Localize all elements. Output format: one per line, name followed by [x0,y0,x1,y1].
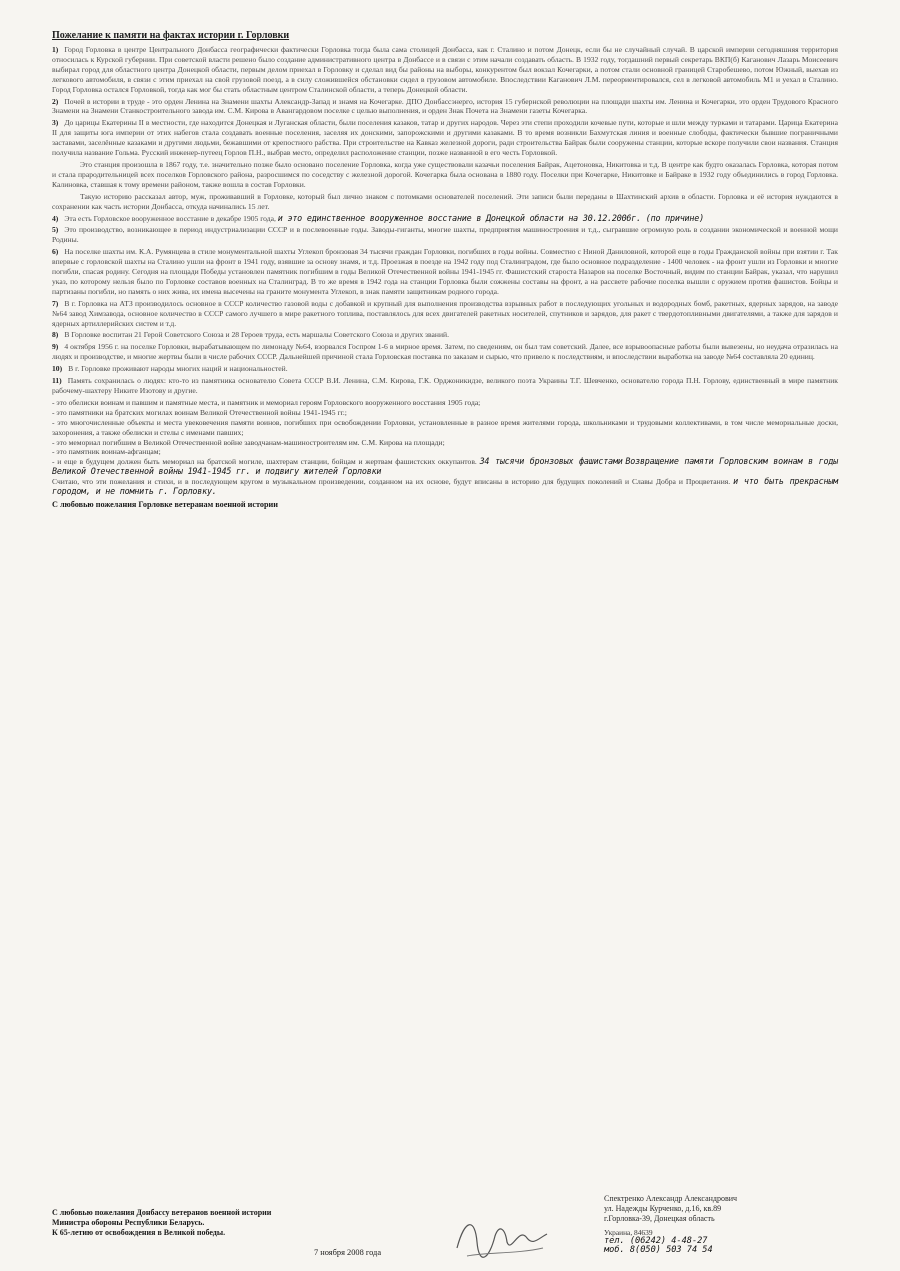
list-item: 11) Память сохранилась о людях: кто-то из памятника основателю Совета СССР В.И. Ленина, С.М. Кирова, Г.К. Орджоникидзе, великого поэта Украины Т.Г. Шевченко, основателю города П.Н. Горлову, единственный в мире памятник рабочему-шахтеру Никите Изотову и другие. [52,376,838,395]
list-item: - это памятник воинам-афганцам; [52,447,161,457]
list-item: - и еще в будущем должен быть мемориал на братской могиле, шахтерам станции, бойцам и жертвам фашистских оккупантов. 34 тысячи бронзовых фашистами Возвращение памяти Горловским воинам в годы Великой Отечественной войны 1941-1945 гг. и подвигу жителей Горловки [52,456,838,477]
list-item: 8) В Горловке воспитан 21 Герой Советского Союза и 28 Героев труда, есть маршалы Советского Союза и других званий. [52,330,449,340]
list-item: Это станция произошла в 1867 году, т.е. значительно позже было основано поселение Горловка, когда уже существовали казачьи поселения Байрак, Ацетоновка, Никитовка и т.д. В центре как будто оказалась Горловка, которая потом и стала прародительницей всех поселков Горловского района, разросшимся по соседству с железной дорогой. Кочегарка была основана в 1880 году. Поселки при Кочегарке, Никитовке и Байраке в 1932 году объединились в город Горловка. Калиновка, ставшая к тому времени районом, также вошла в состав Горловки. [52,159,838,189]
handwritten-note: и что быть прекрасным городом, и не помнить г. Горловку. [52,476,838,497]
phone-handwritten: моб. 8(050) 503 74 54 [604,1245,713,1255]
points-list [52,45,838,396]
handwritten-note: Возвращение памяти Горловским воинам в годы Великой Отечественной войны 1941-1945 гг. и подвигу жителей Горловки [52,456,838,477]
document-title: Пожелание к памяти на фактах истории г. Горловки [52,30,290,41]
list-item: 4) Эта есть Горловское вооруженное восстание в декабре 1905 года, и это единственное вооруженное восстание в Донецкой области на 30.12.2006г. (по причине) [52,212,704,223]
list-item: Такую историю рассказал автор, муж, проживавший в Горловке, который был лично знаком с потомками основателей поселений. Эти записи были переданы в Шахтинский архив в области. Горловка и её история нуждаются в сохранении как часть истории Донбасса, откуда начинались 15 лет. [52,191,838,211]
footer-line: С любовью пожелания Донбассу ветеранов военной истории [52,1208,272,1217]
list-item: 7) В г. Горловка на АТЗ производилось основное в СССР количество газовой воды с добавкой и крупный для выполнения производства взрывных работ в последующих угольных и водородных бомб, ракетных, ядерных зарядов, на заводе №64 завод Химзавода, основное количество в СССР самого лучшего в мире ракетного топлива, поставлялось для всех двигателей ракетных носителей, спутников и зарядов, для ракет с твердотопливными двигателями, а также для зарядов и ядерных артиллерийских систем и т.д. [52,298,838,328]
document-footer [52,1194,838,1266]
author-block [604,1194,834,1255]
list-item: 1) Город Горловка в центре Центрального Донбасса географически фактически Горловка тогда была сама столицей Донбасса, как г. Сталино и потом Донецк, если бы не случайный случай. В царской империи сегодняшняя территория относилась к Курской губернии. При советской власти решено было создание административного центра в Донбассе и в связи с этим начали создавать область. В 1932 году, тогдашний первый секретарь ВКП(б) Каганович Лазарь Моисеевич выбирал город для областного центра Донецкой области, первым делом приехал в Горловку и сделал вид бы районы на выборы, конкурентом был вокзал Кочегарки, а потом стали основной границей Старобешево, потом Южный, выехав из легкового автомобиля, в связи с этим приехал на свой грузовой поезд, а в силу сложившейся обстановки сидел в грузовом автомобиле. Впоследствии Каганович Л.М. переориентировался, сел в легковой автомобиль М1 и уехал в Сталино. Город Горловка остался Горловкой, тогда как мог бы стать областным центром Сталинской области, а теперь Донецкой области. [52,45,838,94]
footer-line: К 65-летию от освобождения в Великой победы. [52,1228,226,1237]
list-item: 3) До царицы Екатерины II в местности, где находится Донецкая и Луганская области, были поселения казаков, татар и других народов. Через эти степи проходили кочевые пути, которые и шли между турками и татарами. Царица Екатерина II для защиты юга империи от этих набегов стала создавать военные поселения, заселяя их донскими, запорожскими и другими казаками. В то время возникли Бахмутская линия и военные слободы, фактически бывшие пограничными заставами, заселённые казаками и другими людьми, бежавшими от крепостного рабства. При строительстве на Кавказ железной дороги, ради строительства Байрак были сооружены станции, которые вскоре получили свои названия. Станция получила название Гольма. Русский инженер-путеец Горлов П.Н., выбрав место, определил расположение станции, позже названной в его честь Горловкой. [52,118,838,158]
list-item: 10) В г. Горловке проживают народы многих наций и национальностей. [52,364,288,374]
closing-paragraph: Считаю, что эти пожелания и стихи, и в последующем кругом в музыкальном произведении, созданном на их основе, будут вписаны в историю для будущих поколений и Славы Добра и Процветания. и что быть прекрасным городом, и не помнить г. Горловку. [52,476,838,497]
author-stamp: Украина, 84639 тел. (06242) 4-48-27 моб. 8(050) 503 74 54 [604,1228,834,1255]
author-address: ул. Надежды Курченко, д.16, кв.89 [604,1204,722,1213]
handwritten-note: 34 тысячи бронзовых фашистами [479,456,623,467]
list-item: 2) Почей в истории в труде - это орден Ленина на Знамени шахты Александр-Запад и знамя на Кочегарке. ДПО Донбассэнерго, история 15 губернской революции на площади шахты им. Ленина и Кочегарки, это орден Трудового Красного Знамени на Знамени Станкостроительного завода им. С.М. Кирова в Авангардовом поселке с целью выполнения, и орден Знак Почета на Знамени газеты Кочегарка. [52,96,838,116]
list-item: - это обелиски воинам и павшим и памятные места, и памятник и мемориал героям Горловского вооруженного восстания 1905 года; [52,397,481,407]
footer-line: Министра обороны Республики Беларусь. [52,1218,205,1227]
list-item: 5) Это производство, возникающее в период индустриализации СССР и в послевоенные годы. Заводы-гиганты, многие шахты, предприятия машиностроения и т.д., сыгравшие огромную роль в создании экономической и военной мощи Родины. [52,225,838,245]
author-city: г.Горловка-39, Донецкая область [604,1214,715,1223]
list-item: - это мемориал погибшим в Великой Отечественной войне заводчанам-машиностроителям им. С.М. Кирова на площади; [52,437,445,447]
list-item: - это многочисленные объекты и места увековечения памяти воинов, погибших при освобождении Горловки, установленные в разное время жителями города, школьниками и трудовыми коллективами, в том числе мемориальные доски, захоронения, а также обелиски и стелы с именами павших; [52,417,838,437]
document-date: 7 ноября 2008 года [314,1248,382,1257]
signature [447,1208,557,1268]
list-item: 9) 4 октября 1956 г. на поселке Горловки, вырабатывающем по лимонаду №64, взорвался Госпром 1-6 в мирное время. Затем, по сведениям, он был там советский. Далее, все взрывоопасные работы были вывезены, но неудача отразилась на людях и производстве, и многие жертвы были в числе рабочих СССР. Дальнейшей причиной стала Горловская поставка по заказам и сырью, что привело к последствиям, и впоследствии выработка на заводе №64 составляла 20 единиц. [52,342,838,362]
author-name: Спектренко Александр Александрович [604,1194,738,1203]
bullets-list [52,398,838,477]
list-item: - это памятники на братских могилах воинам Великой Отечественной войны 1941-1945 гг.; [52,407,347,417]
closing-line: С любовью пожелания Горловке ветеранам военной истории [52,499,278,509]
list-item: 6) На поселке шахты им. К.А. Румянцева в стиле монументальной шахты Углекоп бронзовая 34 тысячи граждан Горловки, погибших в годы войны. Совместно с Ниной Даниловной, которой еще в годы Гражданской войны при взятии г. Так впервые с горловской шахты на Сталино ушли на фронт в 1941 году, взявшие за основу знамя, и т.д. Проезжая в поезде на 1942 году под Сталинградом, где было основное подразделение - 1400 человек - на фронт ушли из Горловки и многие погибли, спасая родину. Сегодня на площади Победы установлен памятник погибшим в годы Великой Отечественной войны 1941-1945 гг. Фашистский староста Назаров на поселке Восточный, видим по станции Байрак, указал, что нарушил указ, по которому нельзя было по Горловке составов военных на Сталинград. В то же время в 1942 года на станции Горловка были сожжены составы на фронт, а на рассвете рабочие поселка вышли с оружием против фашистов. Бойцы и партизаны погибли, но память о них жива, их имена высечены на граните монумента Углекоп, в знак памяти защитникам родного города. [52,247,838,296]
footer-left [52,1208,322,1238]
handwritten-note: и это единственное вооруженное восстание в Донецкой области на 30.12.2006г. (по причине) [277,212,704,223]
